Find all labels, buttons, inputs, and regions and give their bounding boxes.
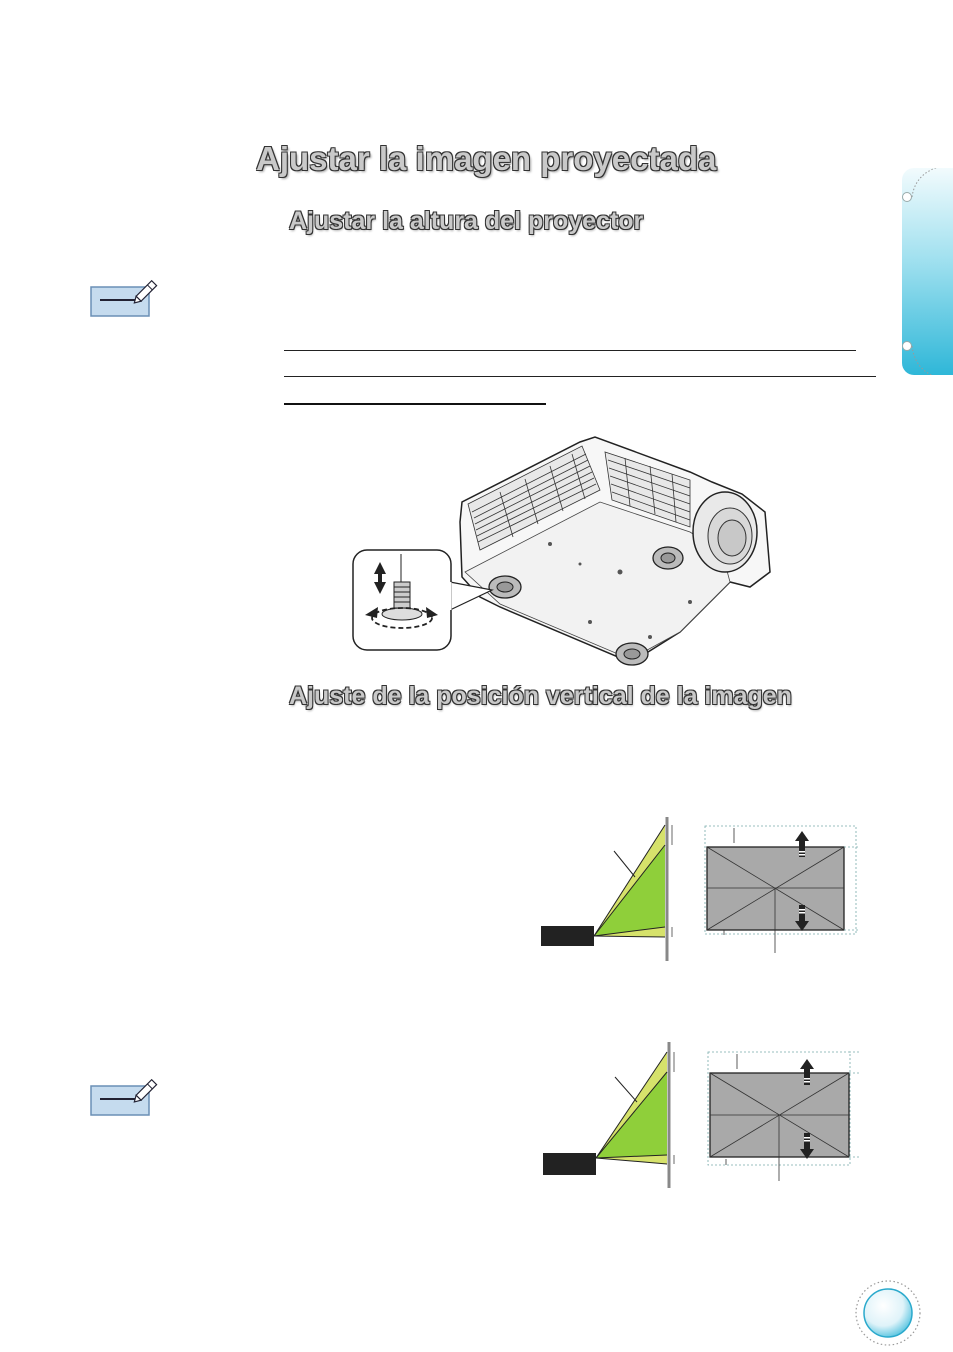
- divider-line: [284, 350, 856, 351]
- projection-side-diagram: [538, 815, 683, 963]
- projector-underside-illustration: [350, 432, 780, 672]
- section-heading-vertical: Ajuste de la posición vertical de la imagen: [289, 682, 792, 710]
- divider-line: [284, 376, 876, 377]
- note-pencil-icon: [90, 276, 162, 318]
- projection-side-diagram-2: [540, 1040, 685, 1190]
- projection-front-diagram: [703, 823, 861, 955]
- page-title: Ajustar la imagen proyectada: [256, 140, 717, 177]
- divider-line: [284, 403, 546, 405]
- section-heading-height: Ajustar la altura del proyector: [289, 207, 644, 235]
- page-number-circle-icon: [853, 1278, 923, 1348]
- language-tab-icon: [902, 168, 953, 375]
- projection-front-diagram-2: [706, 1049, 864, 1183]
- note-pencil-icon: [90, 1075, 162, 1117]
